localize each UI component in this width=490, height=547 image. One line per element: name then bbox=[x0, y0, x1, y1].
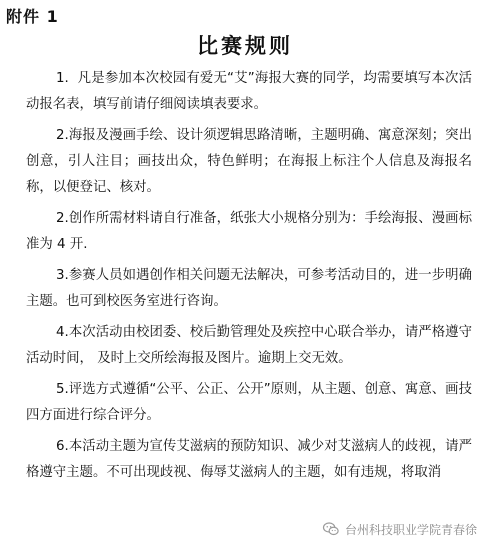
page-title: 比赛规则 bbox=[197, 34, 293, 58]
rules-list bbox=[26, 66, 472, 491]
rule-paragraph: 2.创作所需材料请自行准备，纸张大小规格分别为：手绘海报、漫画标准为 4 开. bbox=[26, 211, 472, 252]
wechat-watermark bbox=[319, 519, 480, 539]
rule-paragraph: 2.海报及漫画手绘、设计须逻辑思路清晰，主题明确、寓意深刻；突出创意，引人注目；画技出众，特色鲜明；在海报上标注个人信息及海报名称，以便登记、核对。 bbox=[26, 128, 472, 195]
rule-paragraph: 5.评选方式遵循“公平、公正、公开”原则，从主题、创意、寓意、画技四方面进行综合评分。 bbox=[26, 382, 472, 423]
attachment-label: 附件 1 bbox=[6, 7, 59, 26]
rule-paragraph: 3.参赛人员如遇创作相关问题无法解决，可参考活动目的，进一步明确主题。也可到校医务室进行咨询。 bbox=[26, 268, 472, 309]
rule-paragraph: 6.本活动主题为宣传艾滋病的预防知识、减少对艾滋病人的歧视，请严格遵守主题。不可出现歧视、侮辱艾滋病人的主题，如有违规，将取消 bbox=[26, 439, 472, 480]
rule-paragraph: 4.本次活动由校团委、校后勤管理处及疾控中心联合举办，请严格遵守活动时间， 及时上交所绘海报及图片。逾期上交无效。 bbox=[26, 325, 472, 366]
wechat-icon bbox=[322, 520, 340, 538]
watermark-text: 台州科技职业学院青春徐 bbox=[344, 522, 477, 537]
rule-paragraph: 1. 凡是参加本次校园有爱无“艾”海报大赛的同学，均需要填写本次活动报名表，填写前请仔细阅读填表要求。 bbox=[26, 71, 472, 112]
